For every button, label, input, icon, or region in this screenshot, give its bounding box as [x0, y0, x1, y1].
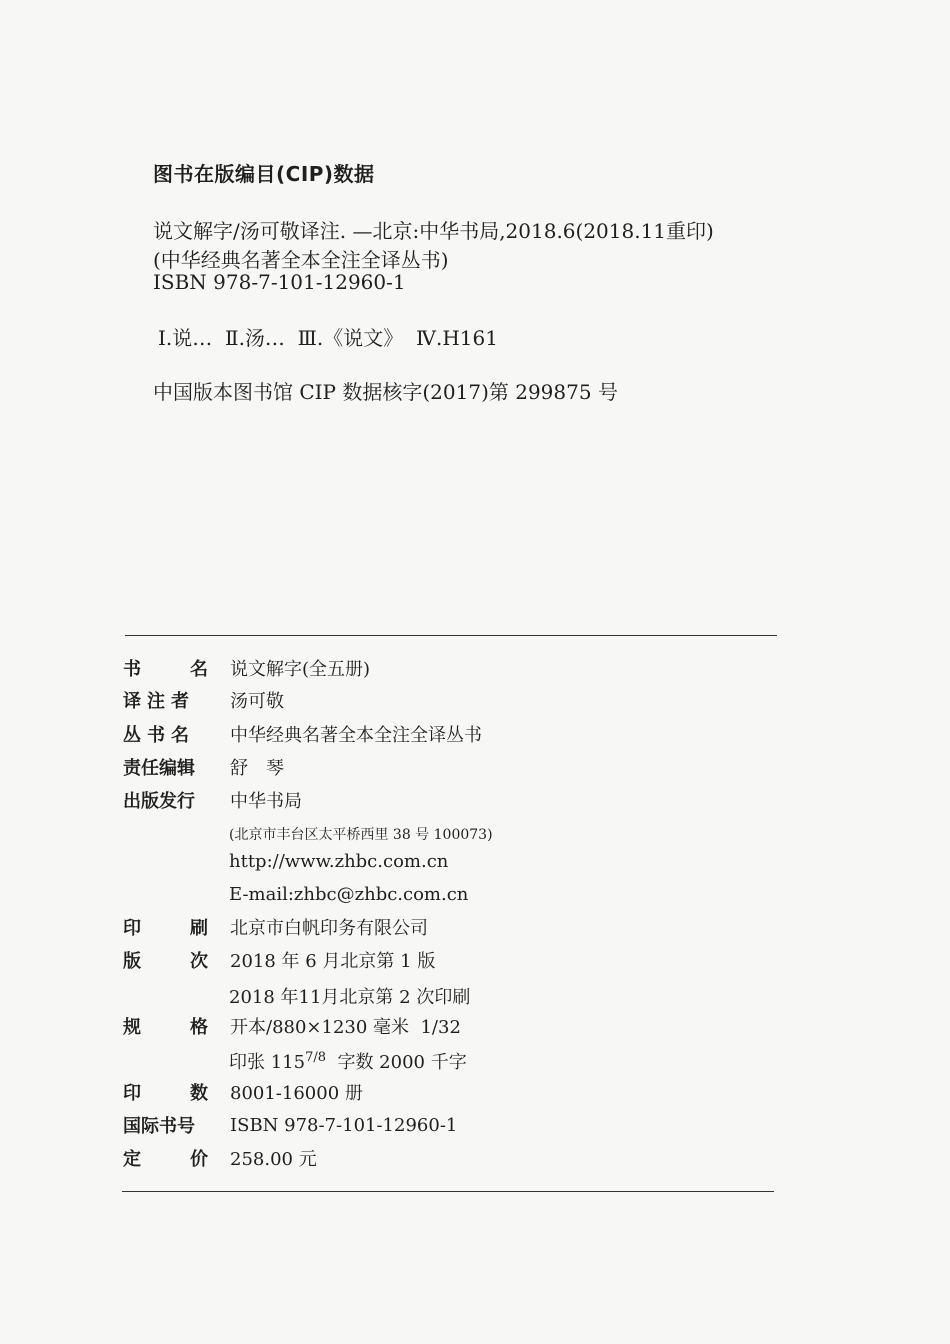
value-book-title: 说文解字(全五册) — [230, 659, 371, 680]
value-price: 258.00 元 — [230, 1149, 317, 1170]
publisher-website: http://www.zhbc.com.cn — [229, 851, 449, 872]
value-format: 开本/880×1230 毫米 1/32 — [230, 1017, 461, 1038]
value-printer: 北京市白帆印务有限公司 — [230, 918, 428, 939]
cip-subjects: Ⅰ.说… Ⅱ.汤… Ⅲ.《说文》 Ⅳ.H161 — [158, 326, 498, 350]
format-sheets: 印张 $115^{7/8}$ 字数 2000 千字 — [229, 1050, 467, 1073]
label-publisher: 出版发行 — [123, 791, 195, 812]
value-editor: 舒 琴 — [230, 758, 284, 779]
label-translator: 译注者 — [123, 691, 195, 712]
publisher-address: (北京市丰台区太平桥西里 38 号 100073) — [229, 827, 493, 843]
bottom-rule — [122, 1191, 774, 1192]
label-print-run: 印 数 — [123, 1083, 208, 1104]
label-series: 丛书名 — [123, 725, 195, 746]
top-rule — [125, 635, 777, 636]
row-edition — [123, 946, 435, 974]
row-print-run — [123, 1078, 363, 1106]
row-price — [123, 1144, 317, 1172]
cip-verification: 中国版本图书馆 CIP 数据核字(2017)第 299875 号 — [153, 380, 618, 404]
row-translator — [123, 686, 284, 714]
label-isbn: 国际书号 — [123, 1116, 195, 1137]
value-translator: 汤可敬 — [230, 691, 284, 712]
row-series — [123, 720, 482, 748]
label-printer: 印 刷 — [123, 918, 208, 939]
value-publisher: 中华书局 — [230, 791, 302, 812]
cip-isbn: ISBN 978-7-101-12960-1 — [153, 270, 406, 294]
cip-heading: 图书在版编目(CIP)数据 — [153, 162, 375, 186]
label-editor: 责任编辑 — [123, 758, 195, 779]
row-isbn — [123, 1111, 457, 1139]
cip-entry-line-2: (中华经典名著全本全注全译丛书) — [153, 248, 449, 272]
label-format: 规 格 — [123, 1017, 208, 1038]
row-printer — [123, 913, 428, 941]
cip-entry-line-1: 说文解字/汤可敬译注. —北京:中华书局,2018.6(2018.11重印) — [153, 219, 714, 243]
row-format — [123, 1012, 461, 1040]
edition-reprint: 2018 年11月北京第 2 次印刷 — [229, 987, 471, 1008]
value-edition: 2018 年 6 月北京第 1 版 — [230, 951, 436, 972]
row-book-title — [123, 654, 370, 682]
row-publisher — [123, 786, 302, 814]
label-price: 定 价 — [123, 1149, 208, 1170]
publisher-email: E-mail:zhbc@zhbc.com.cn — [229, 884, 469, 905]
label-book-title: 书 名 — [123, 659, 208, 680]
sheets-fraction: 7/8 — [305, 1050, 326, 1065]
row-editor — [123, 753, 284, 781]
value-series: 中华经典名著全本全注全译丛书 — [230, 725, 482, 746]
label-edition: 版 次 — [123, 951, 208, 972]
value-print-run: 8001-16000 册 — [230, 1083, 363, 1104]
value-isbn: ISBN 978-7-101-12960-1 — [230, 1114, 458, 1136]
